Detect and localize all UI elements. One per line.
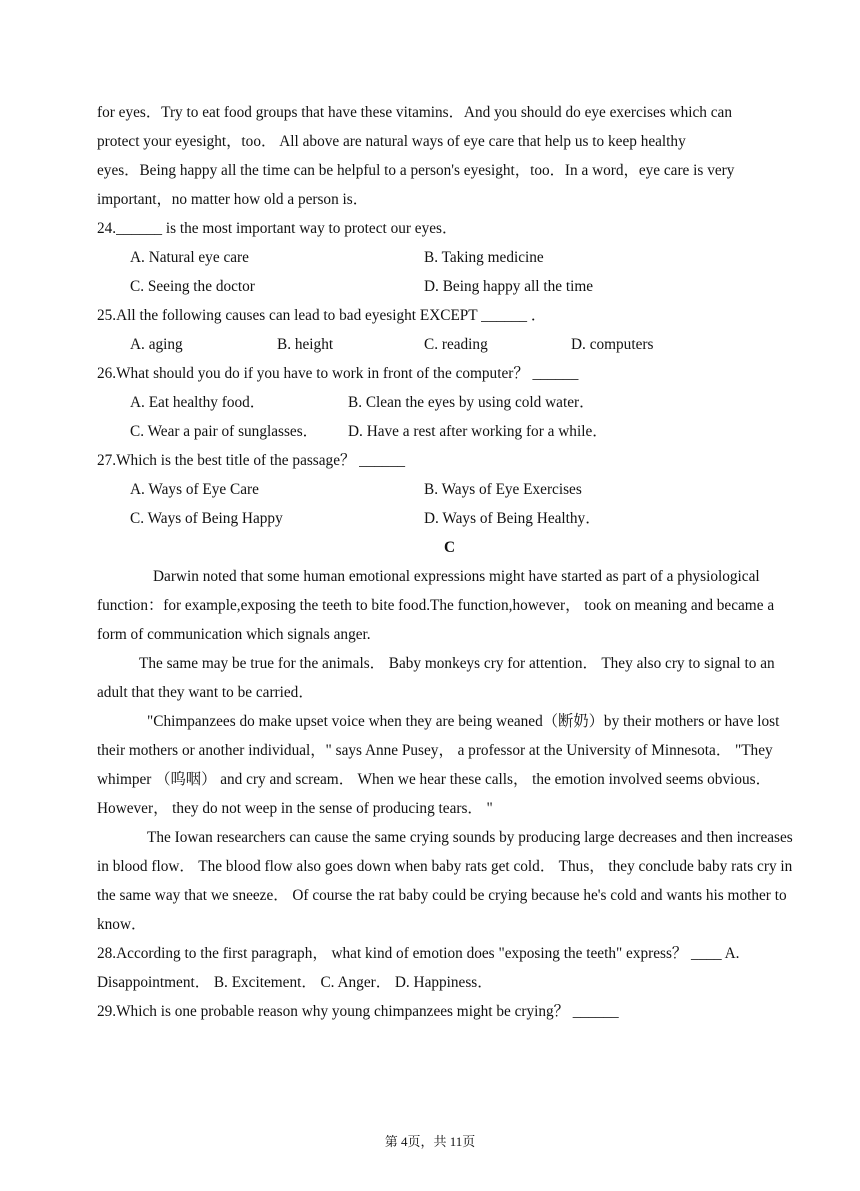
question-stem: 26.What should you do if you have to work in front of the computer？ ______ (97, 365, 579, 382)
question-stem: 28.According to the first paragraph， what kind of emotion does "exposing the teeth" express？ ____ A. (97, 945, 740, 962)
page-content (97, 98, 802, 1026)
question-stem: 29.Which is one probable reason why young chimpanzees might be crying？ ______ (97, 1003, 619, 1020)
question-27 (97, 446, 802, 533)
question-28 (97, 939, 802, 997)
option-d: D. Being happy all the time (424, 278, 594, 295)
option-c: C. reading (424, 336, 488, 353)
option-b: B. Ways of Eye Exercises (424, 481, 582, 498)
paragraph: The same may be true for the animals． Baby monkeys cry for attention． They also cry to signal to an adult that they want to be carried． (97, 655, 775, 701)
passage-line: protect your eyesight，too． All above are natural ways of eye care that help us to keep healthy (97, 133, 686, 150)
option-c: C. Wear a pair of sunglasses． (130, 423, 318, 440)
option-b: B. height (277, 336, 334, 353)
options-row (130, 388, 802, 417)
question-29 (97, 997, 802, 1026)
section-heading: C (443, 539, 456, 556)
paragraph: Darwin noted that some human emotional expressions might have started as part of a physiological function：for example,exposing the teeth to bite food.The function,however， took on meaning and became a form of communication which signals anger. (97, 568, 775, 643)
question-25 (97, 301, 802, 359)
option-d: D. computers (571, 336, 654, 353)
option-a: A. Natural eye care (130, 249, 249, 266)
option-d: D. Ways of Being Healthy． (424, 510, 601, 527)
options-row (130, 272, 802, 301)
option-a: A. Eat healthy food． (130, 394, 266, 411)
option-c: C. Ways of Being Happy (130, 510, 283, 527)
options-row (130, 243, 802, 272)
paragraph: The Iowan researchers can cause the same crying sounds by producing large decreases and then increases in blood flow． The blood flow also goes down when baby rats get cold． Thus， they conclude baby rats cry in the same way that we sneeze． Of course the rat baby could be crying because he's cold and wants his mother to know． (97, 829, 793, 933)
options-row (130, 330, 802, 359)
option-a: A. Ways of Eye Care (130, 481, 259, 498)
question-options: Disappointment． B. Excitement． C. Anger． D. Happiness． (97, 974, 493, 991)
option-c: C. Seeing the doctor (130, 278, 255, 295)
option-a: A. aging (130, 336, 183, 353)
option-b: B. Clean the eyes by using cold water． (348, 394, 595, 411)
options-row (130, 417, 802, 446)
question-stem: 25.All the following causes can lead to bad eyesight EXCEPT ______ ． (97, 307, 547, 324)
passage-b-end (97, 98, 802, 214)
question-stem: 24.______ is the most important way to protect our eyes． (97, 220, 458, 237)
options-row (130, 504, 802, 533)
passage-line: important，no matter how old a person is． (97, 191, 369, 208)
paragraph: "Chimpanzees do make upset voice when they are being weaned（断奶）by their mothers or have lost their mothers or another individual，" says Anne Pusey， a professor at the University of Minnesota． "They whimper （呜咽） and cry and scream． When we hear these calls， the emotion involved seems obvious． However， they do not weep in the sense of producing tears． " (97, 713, 780, 817)
question-stem: 27.Which is the best title of the passage？ ______ (97, 452, 405, 469)
option-b: B. Taking medicine (424, 249, 544, 266)
page-footer: 第 4页，共 11页 (384, 1134, 476, 1149)
passage-line: for eyes．Try to eat food groups that have these vitamins．And you should do eye exercises which can (97, 104, 732, 121)
question-26 (97, 359, 802, 446)
passage-line: eyes．Being happy all the time can be helpful to a person's eyesight，too．In a word，eye care is very (97, 162, 735, 179)
option-d: D. Have a rest after working for a while． (348, 423, 608, 440)
question-24 (97, 214, 802, 301)
options-row (130, 475, 802, 504)
